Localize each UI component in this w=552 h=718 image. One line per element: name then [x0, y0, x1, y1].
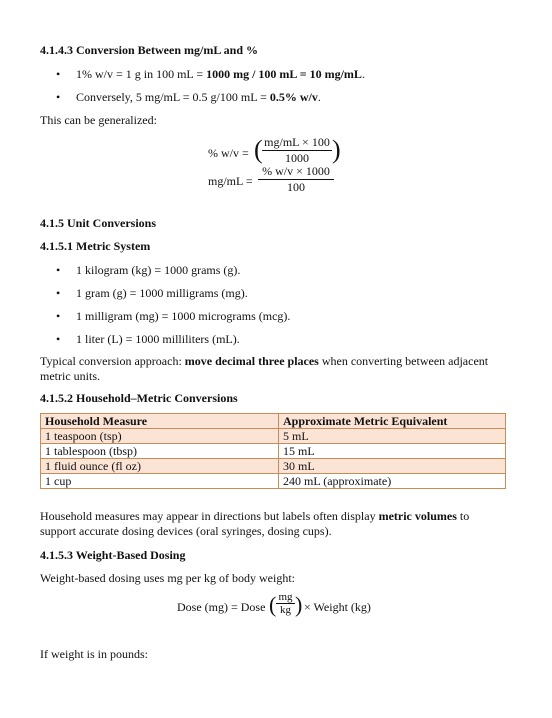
bullet-text: 1 liter (L) = 1000 milliliters (mL). — [76, 332, 240, 346]
table-cell: 15 mL — [279, 444, 506, 459]
paragraph-pounds: If weight is in pounds: — [40, 647, 148, 661]
bullet-text: 1% w/v = 1 g in 100 mL = — [76, 67, 207, 81]
heading-4-1-5-1: 4.1.5.1 Metric System — [40, 239, 151, 253]
formula-3-numerator: mg — [278, 591, 293, 603]
text: support accurate dosing devices (oral syringes, dosing cups). — [40, 524, 332, 538]
bullet-text: 1 gram (g) = 1000 milligrams (mg). — [76, 286, 248, 300]
formula-3-fraction — [276, 591, 295, 616]
formula-3-rhs: × Weight (kg) — [304, 600, 371, 614]
formula-2-fraction — [258, 164, 334, 195]
paragraph-approach — [40, 354, 510, 384]
table-cell: 1 cup — [41, 474, 279, 489]
right-paren-icon: ) — [332, 135, 341, 164]
formula-1-lhs: % w/v = — [208, 146, 249, 160]
heading-4-1-5-2: 4.1.5.2 Household–Metric Conversions — [40, 391, 238, 405]
paragraph-household-note — [40, 509, 510, 539]
table-row — [41, 474, 506, 489]
heading-4-1-4-3: 4.1.4.3 Conversion Between mg/mL and % — [40, 43, 259, 57]
paragraph-generalized: This can be generalized: — [40, 113, 157, 127]
heading-4-1-5: 4.1.5 Unit Conversions — [40, 216, 157, 230]
bullet-text-end: . — [361, 67, 365, 81]
table-cell: 5 mL — [279, 429, 506, 444]
table-cell: 1 tablespoon (tbsp) — [41, 444, 279, 459]
table-header-row — [41, 414, 506, 429]
text: when converting between adjacent — [318, 354, 489, 368]
bullet-bold-text: 0.5% w/v — [269, 90, 318, 104]
bullet-icon: • — [56, 90, 61, 104]
text: metric units. — [40, 369, 100, 383]
formula-1-fraction — [262, 135, 332, 166]
bullet-text: 1 kilogram (kg) = 1000 grams (g). — [76, 263, 241, 277]
formula-2-lhs: mg/mL = — [208, 174, 253, 188]
formula-3-lhs: Dose (mg) = Dose — [177, 600, 266, 614]
bullet-icon: • — [56, 332, 61, 346]
column-header: Household Measure — [41, 414, 279, 429]
heading-4-1-5-3: 4.1.5.3 Weight-Based Dosing — [40, 548, 186, 562]
table-row — [41, 459, 506, 474]
bullet-icon: • — [56, 309, 61, 323]
table-row — [41, 429, 506, 444]
column-header: Approximate Metric Equivalent — [279, 414, 506, 429]
bullet-text-end: . — [317, 90, 321, 104]
bullet-icon: • — [56, 67, 61, 81]
formula-1-denominator: 1000 — [285, 151, 309, 165]
table-row — [41, 444, 506, 459]
text: to — [456, 509, 470, 523]
bullet-icon: • — [56, 286, 61, 300]
left-paren-icon: ( — [254, 135, 263, 164]
table-cell: 30 mL — [279, 459, 506, 474]
formula-3-denominator: kg — [280, 604, 291, 616]
formula-2-denominator: 100 — [287, 180, 305, 194]
household-metric-table — [40, 413, 506, 489]
bullet-text: 1 milligram (mg) = 1000 micrograms (mcg). — [76, 309, 291, 323]
bullet-icon: • — [56, 263, 61, 277]
left-paren-icon: ( — [269, 592, 277, 617]
bold-text: metric volumes — [378, 509, 457, 523]
formula-1-numerator: mg/mL × 100 — [264, 135, 330, 149]
paragraph-weight-intro: Weight-based dosing uses mg per kg of body weight: — [40, 571, 295, 585]
bullet-text: Conversely, 5 mg/mL = 0.5 g/100 mL = — [76, 90, 270, 104]
formula-2-numerator: % w/v × 1000 — [262, 164, 330, 178]
right-paren-icon: ) — [295, 592, 303, 617]
table-cell: 1 fluid ounce (fl oz) — [41, 459, 279, 474]
bullet-bold-text: 1000 mg / 100 mL = 10 mg/mL — [206, 67, 362, 81]
table-cell: 240 mL (approximate) — [279, 474, 506, 489]
text: Typical conversion approach: — [40, 354, 185, 368]
bold-text: move decimal three places — [184, 354, 319, 368]
text: Household measures may appear in directions but labels often display — [40, 509, 379, 523]
table-cell: 1 teaspoon (tsp) — [41, 429, 279, 444]
